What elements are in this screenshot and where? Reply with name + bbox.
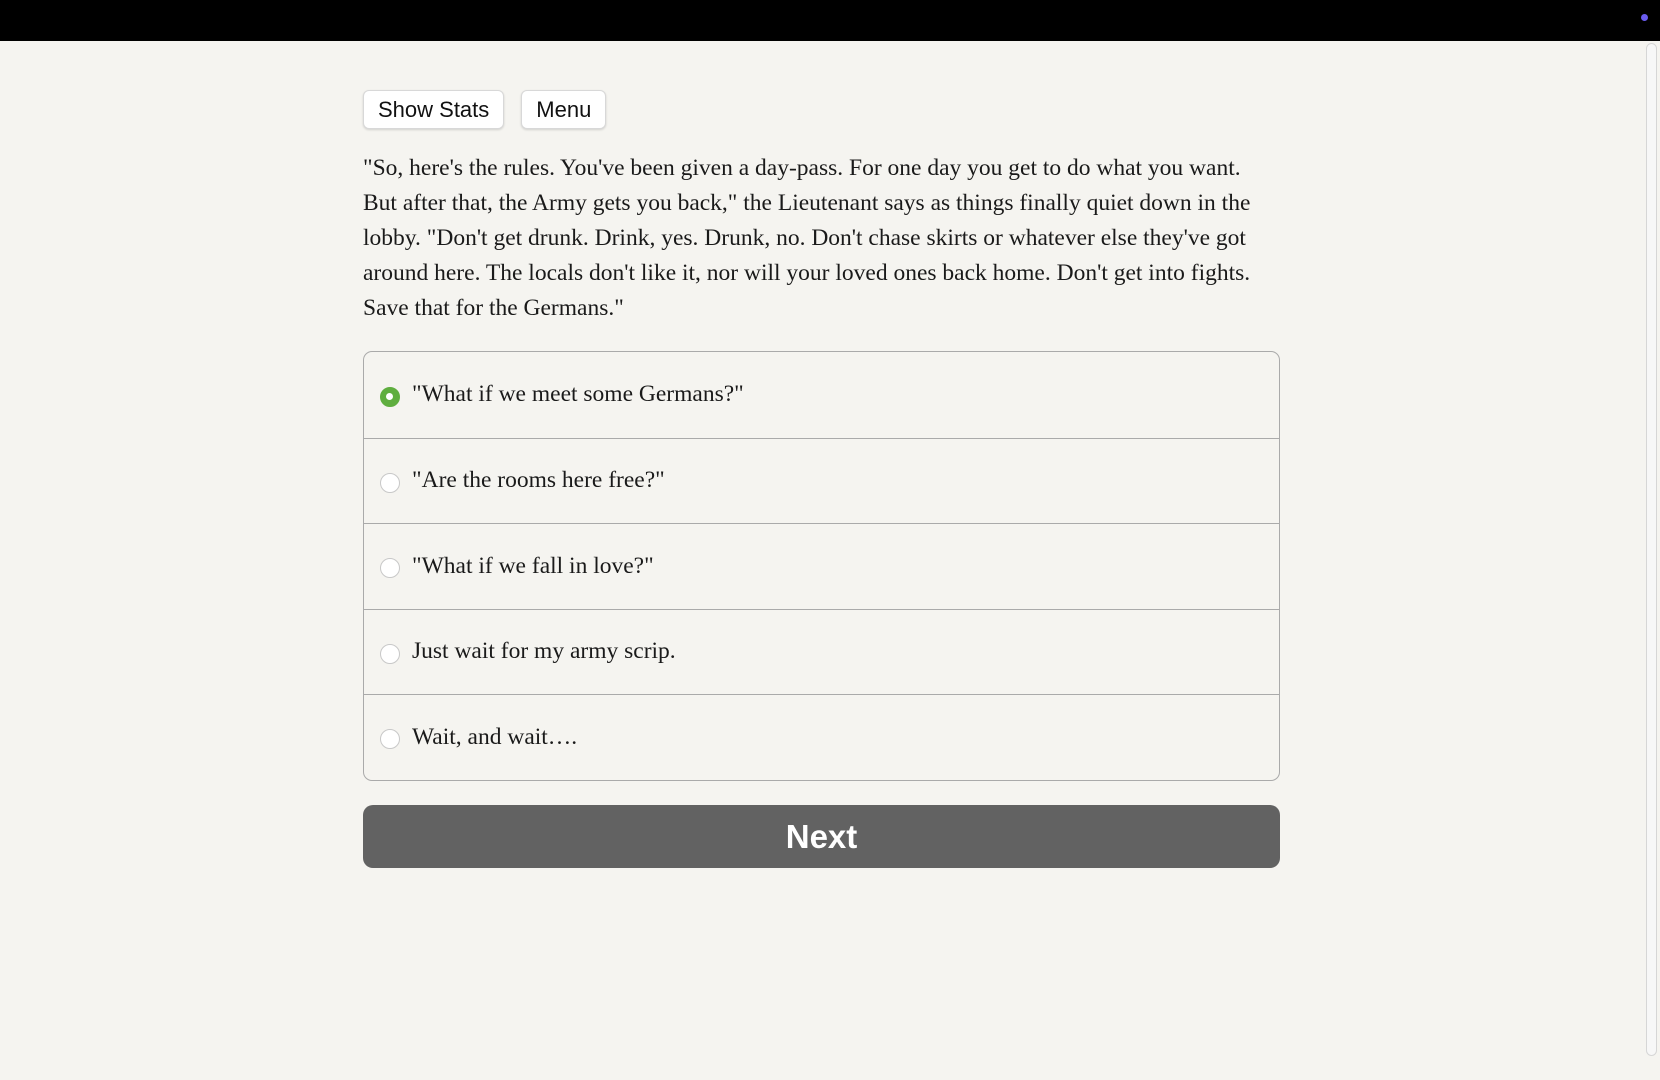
- choice-option[interactable]: [364, 694, 1279, 780]
- status-dot-icon: [1641, 14, 1648, 21]
- top-bar: [0, 0, 1660, 41]
- vertical-scrollbar[interactable]: [1646, 43, 1657, 1056]
- choice-option[interactable]: [364, 523, 1279, 609]
- choice-label: "What if we meet some Germans?": [412, 381, 744, 408]
- radio-unselected-icon[interactable]: [380, 644, 400, 664]
- choice-option[interactable]: [364, 609, 1279, 695]
- story-text: "So, here's the rules. You've been given a day-pass. For one day you get to do what you want. But after that, the Army gets you back," the Lieutenant says as things finally quiet down in the lobby. "Don't get drunk. Drink, yes. Drunk, no. Don't chase skirts or whatever else they've got around here. The locals don't like it, nor will your loved ones back home. Don't get into fights. Save that for the Germans.": [363, 155, 1251, 321]
- toolbar: [363, 90, 1280, 128]
- choice-option[interactable]: [364, 438, 1279, 524]
- game-container: [363, 90, 1280, 868]
- choice-option[interactable]: [364, 352, 1279, 438]
- radio-unselected-icon[interactable]: [380, 558, 400, 578]
- menu-button[interactable]: Menu: [521, 90, 606, 129]
- choice-label: "Are the rooms here free?": [412, 467, 665, 494]
- radio-selected-icon[interactable]: [380, 387, 400, 407]
- choice-label: Wait, and wait….: [412, 723, 578, 750]
- show-stats-button[interactable]: Show Stats: [363, 90, 504, 129]
- choice-list: [363, 351, 1280, 781]
- radio-unselected-icon[interactable]: [380, 729, 400, 749]
- radio-unselected-icon[interactable]: [380, 473, 400, 493]
- next-button[interactable]: Next: [363, 805, 1280, 868]
- choice-label: "What if we fall in love?": [412, 552, 654, 579]
- choice-label: Just wait for my army scrip.: [412, 638, 676, 665]
